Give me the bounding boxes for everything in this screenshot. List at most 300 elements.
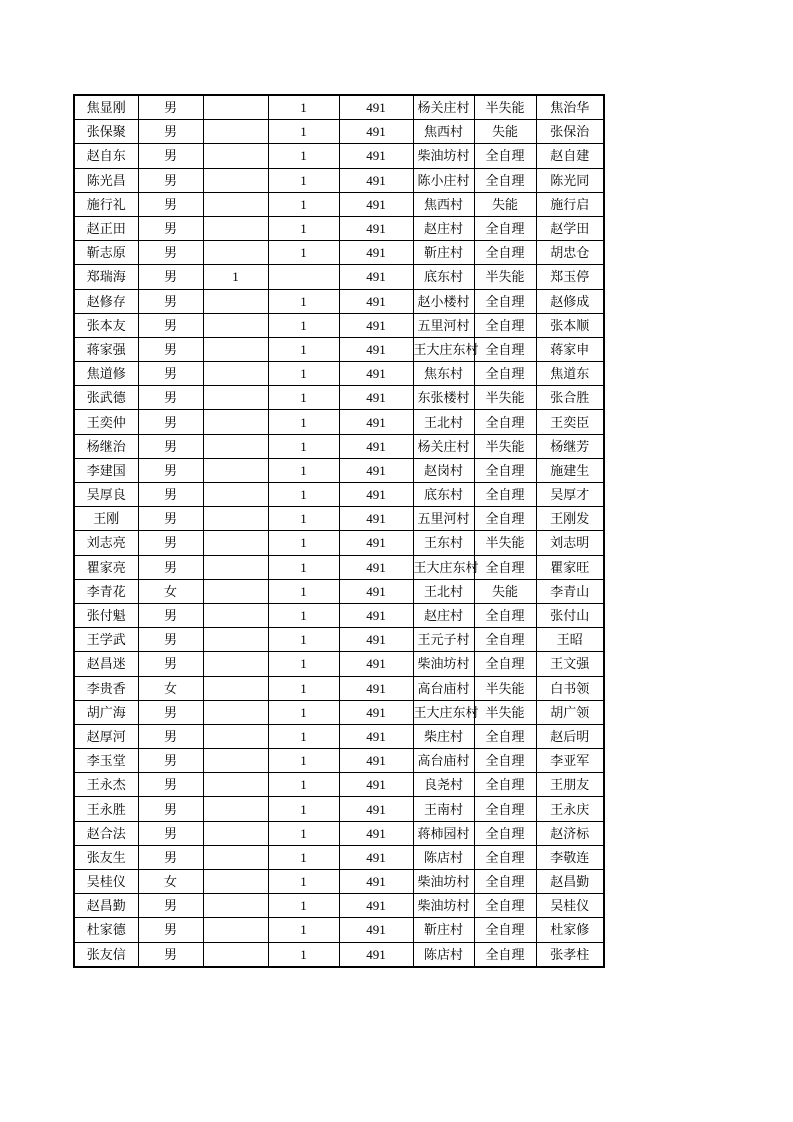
table-row: [74, 289, 604, 313]
cell-name: 张保聚: [74, 120, 138, 144]
cell-care-level: 全自理: [474, 773, 536, 797]
cell-gender: 男: [138, 724, 203, 748]
cell-indicator-a: [203, 313, 268, 337]
cell-gender: 男: [138, 362, 203, 386]
cell-related-name: 焦道东: [536, 362, 604, 386]
cell-village: 杨关庄村: [413, 95, 474, 120]
cell-related-name: 瞿家旺: [536, 555, 604, 579]
cell-indicator-a: [203, 749, 268, 773]
cell-related-name: 张付山: [536, 603, 604, 627]
cell-village: 王大庄东村: [413, 700, 474, 724]
cell-indicator-b: 1: [268, 918, 339, 942]
table-row: [74, 531, 604, 555]
cell-code: 491: [339, 821, 413, 845]
cell-indicator-b: 1: [268, 507, 339, 531]
cell-related-name: 陈光同: [536, 168, 604, 192]
cell-care-level: 全自理: [474, 942, 536, 967]
cell-care-level: 全自理: [474, 652, 536, 676]
cell-indicator-a: [203, 458, 268, 482]
cell-care-level: 半失能: [474, 265, 536, 289]
table-row: [74, 555, 604, 579]
cell-village: 赵庄村: [413, 603, 474, 627]
table-row: [74, 579, 604, 603]
cell-village: 底东村: [413, 483, 474, 507]
cell-name: 王奕仲: [74, 410, 138, 434]
cell-gender: 男: [138, 483, 203, 507]
cell-name: 张友信: [74, 942, 138, 967]
cell-indicator-a: [203, 120, 268, 144]
cell-code: 491: [339, 749, 413, 773]
cell-name: 赵合法: [74, 821, 138, 845]
cell-code: 491: [339, 483, 413, 507]
cell-village: 王大庄东村: [413, 337, 474, 361]
cell-indicator-a: [203, 845, 268, 869]
cell-indicator-b: 1: [268, 216, 339, 240]
cell-related-name: 赵后明: [536, 724, 604, 748]
cell-care-level: 全自理: [474, 289, 536, 313]
cell-name: 杜家德: [74, 918, 138, 942]
cell-related-name: 杜家修: [536, 918, 604, 942]
cell-gender: 男: [138, 241, 203, 265]
cell-gender: 男: [138, 507, 203, 531]
cell-indicator-b: 1: [268, 724, 339, 748]
cell-name: 陈光昌: [74, 168, 138, 192]
cell-gender: 男: [138, 168, 203, 192]
cell-code: 491: [339, 265, 413, 289]
cell-village: 焦西村: [413, 120, 474, 144]
cell-village: 柴油坊村: [413, 652, 474, 676]
cell-indicator-a: [203, 386, 268, 410]
cell-village: 陈店村: [413, 845, 474, 869]
cell-code: 491: [339, 628, 413, 652]
cell-care-level: 全自理: [474, 555, 536, 579]
cell-gender: 男: [138, 555, 203, 579]
cell-indicator-a: [203, 144, 268, 168]
cell-indicator-b: 1: [268, 942, 339, 967]
cell-village: 柴庄村: [413, 724, 474, 748]
table-row: [74, 749, 604, 773]
cell-village: 靳庄村: [413, 241, 474, 265]
cell-indicator-a: [203, 531, 268, 555]
cell-care-level: 全自理: [474, 894, 536, 918]
cell-related-name: 李敬连: [536, 845, 604, 869]
cell-indicator-a: [203, 289, 268, 313]
cell-code: 491: [339, 337, 413, 361]
cell-code: 491: [339, 652, 413, 676]
cell-indicator-b: 1: [268, 95, 339, 120]
cell-code: 491: [339, 797, 413, 821]
table-row: [74, 773, 604, 797]
cell-indicator-a: [203, 894, 268, 918]
cell-gender: 男: [138, 821, 203, 845]
cell-gender: 男: [138, 95, 203, 120]
cell-indicator-a: [203, 603, 268, 627]
cell-related-name: 王昭: [536, 628, 604, 652]
cell-gender: 女: [138, 579, 203, 603]
cell-indicator-b: [268, 265, 339, 289]
cell-indicator-b: 1: [268, 821, 339, 845]
cell-care-level: 全自理: [474, 337, 536, 361]
cell-indicator-a: [203, 483, 268, 507]
cell-name: 李玉堂: [74, 749, 138, 773]
cell-name: 刘志亮: [74, 531, 138, 555]
cell-code: 491: [339, 168, 413, 192]
cell-name: 赵修存: [74, 289, 138, 313]
cell-name: 焦显刚: [74, 95, 138, 120]
cell-indicator-b: 1: [268, 483, 339, 507]
cell-name: 吴桂仪: [74, 870, 138, 894]
cell-gender: 男: [138, 337, 203, 361]
cell-related-name: 赵修成: [536, 289, 604, 313]
cell-village: 赵小楼村: [413, 289, 474, 313]
cell-code: 491: [339, 870, 413, 894]
cell-name: 王永胜: [74, 797, 138, 821]
table-row: [74, 362, 604, 386]
table-row: [74, 434, 604, 458]
cell-indicator-b: 1: [268, 579, 339, 603]
table-row: [74, 168, 604, 192]
cell-indicator-b: 1: [268, 241, 339, 265]
table-row: [74, 724, 604, 748]
cell-name: 张本友: [74, 313, 138, 337]
cell-related-name: 赵济标: [536, 821, 604, 845]
cell-village: 王大庄东村: [413, 555, 474, 579]
cell-related-name: 王朋友: [536, 773, 604, 797]
cell-gender: 男: [138, 192, 203, 216]
cell-related-name: 刘志明: [536, 531, 604, 555]
cell-village: 柴油坊村: [413, 144, 474, 168]
cell-code: 491: [339, 192, 413, 216]
cell-name: 赵昌勤: [74, 894, 138, 918]
cell-code: 491: [339, 894, 413, 918]
cell-related-name: 李亚军: [536, 749, 604, 773]
cell-village: 王北村: [413, 579, 474, 603]
cell-indicator-b: 1: [268, 531, 339, 555]
cell-related-name: 胡忠仓: [536, 241, 604, 265]
cell-village: 焦西村: [413, 192, 474, 216]
cell-related-name: 焦治华: [536, 95, 604, 120]
cell-related-name: 李青山: [536, 579, 604, 603]
table-row: [74, 483, 604, 507]
cell-care-level: 半失能: [474, 676, 536, 700]
cell-indicator-a: [203, 507, 268, 531]
cell-care-level: 全自理: [474, 410, 536, 434]
cell-gender: 男: [138, 845, 203, 869]
cell-care-level: 全自理: [474, 845, 536, 869]
cell-indicator-a: [203, 95, 268, 120]
cell-gender: 男: [138, 942, 203, 967]
cell-code: 491: [339, 676, 413, 700]
cell-village: 柴油坊村: [413, 894, 474, 918]
cell-care-level: 失能: [474, 120, 536, 144]
table-row: [74, 652, 604, 676]
table-row: [74, 410, 604, 434]
cell-code: 491: [339, 458, 413, 482]
cell-village: 五里河村: [413, 313, 474, 337]
cell-care-level: 全自理: [474, 362, 536, 386]
cell-village: 杨关庄村: [413, 434, 474, 458]
cell-name: 蒋家强: [74, 337, 138, 361]
cell-code: 491: [339, 700, 413, 724]
cell-indicator-a: [203, 918, 268, 942]
cell-indicator-b: 1: [268, 555, 339, 579]
cell-indicator-a: [203, 216, 268, 240]
cell-indicator-a: [203, 337, 268, 361]
cell-care-level: 半失能: [474, 700, 536, 724]
cell-name: 李贵香: [74, 676, 138, 700]
cell-related-name: 赵自建: [536, 144, 604, 168]
cell-indicator-a: [203, 700, 268, 724]
cell-gender: 女: [138, 870, 203, 894]
table-row: [74, 700, 604, 724]
cell-care-level: 全自理: [474, 483, 536, 507]
cell-indicator-a: [203, 192, 268, 216]
cell-code: 491: [339, 531, 413, 555]
cell-code: 491: [339, 362, 413, 386]
cell-village: 蒋柿园村: [413, 821, 474, 845]
cell-related-name: 吴桂仪: [536, 894, 604, 918]
cell-indicator-a: [203, 555, 268, 579]
cell-gender: 男: [138, 894, 203, 918]
cell-gender: 男: [138, 289, 203, 313]
cell-name: 赵自东: [74, 144, 138, 168]
cell-related-name: 郑玉停: [536, 265, 604, 289]
cell-name: 郑瑞海: [74, 265, 138, 289]
records-table-body: [74, 95, 604, 967]
cell-related-name: 王奕臣: [536, 410, 604, 434]
cell-related-name: 王永庆: [536, 797, 604, 821]
cell-code: 491: [339, 603, 413, 627]
cell-indicator-a: [203, 870, 268, 894]
table-row: [74, 676, 604, 700]
cell-gender: 男: [138, 410, 203, 434]
cell-related-name: 王文强: [536, 652, 604, 676]
cell-code: 491: [339, 241, 413, 265]
cell-indicator-b: 1: [268, 289, 339, 313]
cell-gender: 男: [138, 386, 203, 410]
cell-code: 491: [339, 289, 413, 313]
cell-name: 靳志原: [74, 241, 138, 265]
cell-code: 491: [339, 386, 413, 410]
table-row: [74, 628, 604, 652]
table-row: [74, 942, 604, 967]
cell-gender: 男: [138, 918, 203, 942]
cell-village: 柴油坊村: [413, 870, 474, 894]
cell-village: 陈店村: [413, 942, 474, 967]
cell-indicator-b: 1: [268, 676, 339, 700]
cell-village: 王北村: [413, 410, 474, 434]
cell-village: 王南村: [413, 797, 474, 821]
cell-village: 靳庄村: [413, 918, 474, 942]
cell-name: 张友生: [74, 845, 138, 869]
cell-care-level: 全自理: [474, 216, 536, 240]
cell-indicator-a: [203, 724, 268, 748]
cell-name: 王永杰: [74, 773, 138, 797]
table-row: [74, 192, 604, 216]
cell-gender: 男: [138, 120, 203, 144]
cell-indicator-a: [203, 168, 268, 192]
cell-indicator-a: 1: [203, 265, 268, 289]
cell-care-level: 全自理: [474, 241, 536, 265]
cell-care-level: 全自理: [474, 870, 536, 894]
cell-care-level: 全自理: [474, 628, 536, 652]
cell-indicator-a: [203, 579, 268, 603]
cell-code: 491: [339, 918, 413, 942]
cell-code: 491: [339, 434, 413, 458]
table-row: [74, 458, 604, 482]
cell-name: 张武德: [74, 386, 138, 410]
table-row: [74, 144, 604, 168]
cell-care-level: 全自理: [474, 724, 536, 748]
cell-gender: 男: [138, 700, 203, 724]
cell-gender: 男: [138, 603, 203, 627]
cell-code: 491: [339, 942, 413, 967]
table-row: [74, 216, 604, 240]
table-row: [74, 918, 604, 942]
cell-gender: 男: [138, 531, 203, 555]
cell-related-name: 赵学田: [536, 216, 604, 240]
cell-village: 东张楼村: [413, 386, 474, 410]
cell-gender: 男: [138, 773, 203, 797]
cell-code: 491: [339, 216, 413, 240]
cell-code: 491: [339, 313, 413, 337]
cell-indicator-a: [203, 434, 268, 458]
cell-gender: 男: [138, 216, 203, 240]
cell-name: 赵昌迷: [74, 652, 138, 676]
table-row: [74, 894, 604, 918]
cell-village: 王元子村: [413, 628, 474, 652]
table-row: [74, 603, 604, 627]
cell-indicator-b: 1: [268, 337, 339, 361]
cell-village: 底东村: [413, 265, 474, 289]
cell-village: 高台庙村: [413, 749, 474, 773]
cell-indicator-b: 1: [268, 313, 339, 337]
cell-care-level: 全自理: [474, 507, 536, 531]
cell-indicator-b: 1: [268, 168, 339, 192]
cell-related-name: 张保治: [536, 120, 604, 144]
cell-indicator-b: 1: [268, 458, 339, 482]
table-row: [74, 241, 604, 265]
cell-name: 王刚: [74, 507, 138, 531]
cell-name: 李建国: [74, 458, 138, 482]
cell-village: 赵庄村: [413, 216, 474, 240]
cell-care-level: 全自理: [474, 144, 536, 168]
cell-village: 焦东村: [413, 362, 474, 386]
cell-care-level: 半失能: [474, 95, 536, 120]
cell-code: 491: [339, 95, 413, 120]
cell-code: 491: [339, 724, 413, 748]
cell-indicator-a: [203, 821, 268, 845]
cell-name: 吴厚良: [74, 483, 138, 507]
cell-indicator-b: 1: [268, 386, 339, 410]
cell-village: 高台庙村: [413, 676, 474, 700]
cell-care-level: 全自理: [474, 168, 536, 192]
cell-related-name: 胡广领: [536, 700, 604, 724]
cell-care-level: 全自理: [474, 458, 536, 482]
cell-indicator-b: 1: [268, 410, 339, 434]
table-row: [74, 313, 604, 337]
cell-indicator-a: [203, 241, 268, 265]
cell-gender: 男: [138, 313, 203, 337]
cell-indicator-b: 1: [268, 845, 339, 869]
table-row: [74, 870, 604, 894]
cell-village: 良尧村: [413, 773, 474, 797]
cell-indicator-a: [203, 942, 268, 967]
cell-related-name: 施行启: [536, 192, 604, 216]
cell-care-level: 半失能: [474, 434, 536, 458]
cell-name: 赵厚河: [74, 724, 138, 748]
cell-care-level: 半失能: [474, 531, 536, 555]
cell-gender: 男: [138, 458, 203, 482]
cell-village: 五里河村: [413, 507, 474, 531]
cell-care-level: 半失能: [474, 386, 536, 410]
cell-care-level: 全自理: [474, 797, 536, 821]
cell-related-name: 吴厚才: [536, 483, 604, 507]
table-row: [74, 265, 604, 289]
table-row: [74, 845, 604, 869]
cell-indicator-b: 1: [268, 362, 339, 386]
cell-care-level: 全自理: [474, 918, 536, 942]
cell-indicator-a: [203, 773, 268, 797]
cell-gender: 女: [138, 676, 203, 700]
cell-indicator-b: 1: [268, 749, 339, 773]
cell-indicator-b: 1: [268, 700, 339, 724]
cell-indicator-b: 1: [268, 628, 339, 652]
cell-indicator-b: 1: [268, 192, 339, 216]
cell-gender: 男: [138, 265, 203, 289]
cell-indicator-a: [203, 410, 268, 434]
cell-related-name: 白书领: [536, 676, 604, 700]
cell-indicator-b: 1: [268, 797, 339, 821]
cell-care-level: 全自理: [474, 603, 536, 627]
cell-indicator-b: 1: [268, 120, 339, 144]
cell-name: 焦道修: [74, 362, 138, 386]
cell-village: 赵岗村: [413, 458, 474, 482]
cell-indicator-a: [203, 652, 268, 676]
cell-related-name: 王刚发: [536, 507, 604, 531]
cell-indicator-b: 1: [268, 652, 339, 676]
cell-code: 491: [339, 120, 413, 144]
cell-code: 491: [339, 144, 413, 168]
table-row: [74, 821, 604, 845]
cell-name: 赵正田: [74, 216, 138, 240]
cell-village: 陈小庄村: [413, 168, 474, 192]
cell-code: 491: [339, 773, 413, 797]
cell-related-name: 施建生: [536, 458, 604, 482]
cell-gender: 男: [138, 628, 203, 652]
cell-related-name: 张本顺: [536, 313, 604, 337]
cell-related-name: 赵昌勤: [536, 870, 604, 894]
cell-care-level: 全自理: [474, 821, 536, 845]
cell-indicator-b: 1: [268, 870, 339, 894]
cell-name: 胡广海: [74, 700, 138, 724]
cell-code: 491: [339, 507, 413, 531]
cell-indicator-a: [203, 628, 268, 652]
cell-indicator-a: [203, 676, 268, 700]
cell-gender: 男: [138, 434, 203, 458]
cell-care-level: 全自理: [474, 313, 536, 337]
cell-code: 491: [339, 410, 413, 434]
cell-name: 张付魁: [74, 603, 138, 627]
table-row: [74, 95, 604, 120]
cell-indicator-b: 1: [268, 603, 339, 627]
cell-gender: 男: [138, 652, 203, 676]
cell-related-name: 张孝柱: [536, 942, 604, 967]
cell-name: 杨继治: [74, 434, 138, 458]
cell-village: 王东村: [413, 531, 474, 555]
table-row: [74, 337, 604, 361]
cell-name: 李青花: [74, 579, 138, 603]
